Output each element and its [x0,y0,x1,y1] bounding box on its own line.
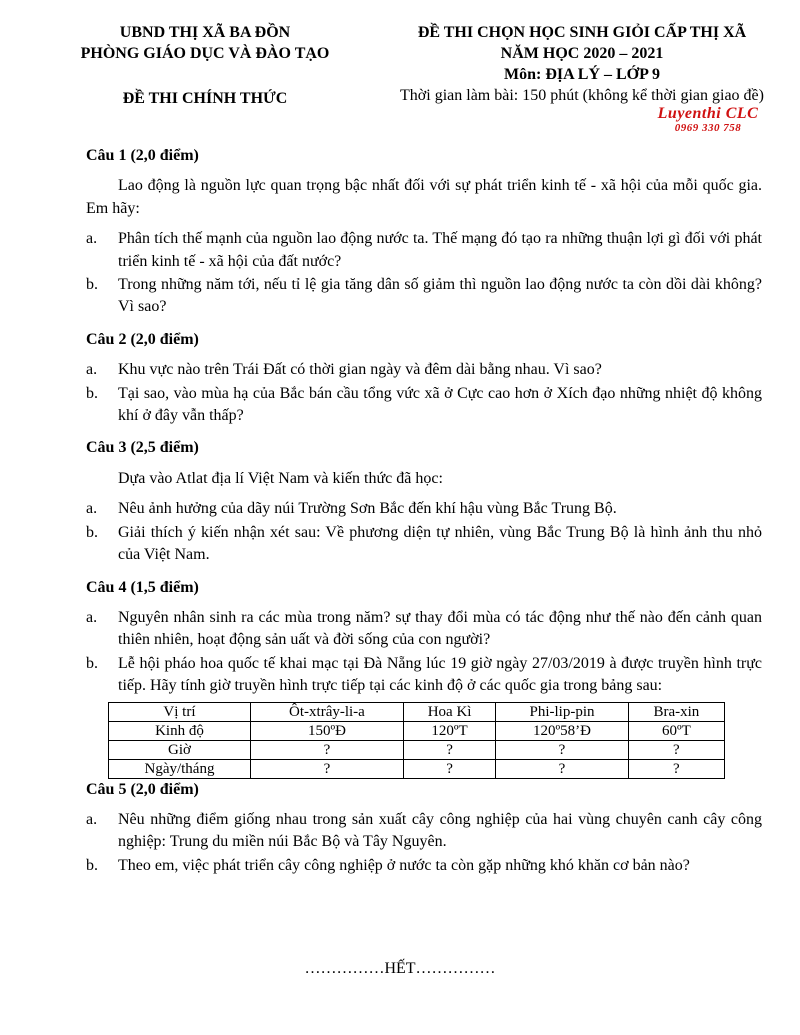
list-item [86,498,762,520]
table-cell: Bra-xin [628,702,724,721]
table-cell: ? [496,740,629,759]
item-label: a. [86,361,98,379]
table-row [109,702,725,721]
table-cell: 120º58’Đ [496,721,629,740]
question-4 [86,577,762,779]
table-cell: ? [628,759,724,778]
table-row [109,721,725,740]
item-text: Trong những năm tới, nếu tỉ lệ gia tăng dân số giảm thì nguồn lao động nước ta còn dồi dài không? Vì sao? [118,276,762,316]
question-title: Câu 3 (2,5 điểm) [86,439,199,457]
item-text: Nêu ảnh hưởng của dãy núi Trường Sơn Bắc đến khí hậu vùng Bắc Trung Bộ. [118,500,617,518]
authority-name: UBND THỊ XÃ BA ĐỒN [119,24,291,41]
question-items [86,228,762,319]
list-item [86,607,762,652]
item-text: Nguyên nhân sinh ra các mùa trong năm? sự thay đổi mùa có tác động như thế nào đến cảnh quan thiên nhiên, hoạt động sản uất và đời sống của con người? [118,608,762,649]
official-exam-label: ĐỀ THI CHÍNH THỨC [122,90,288,107]
table-cell: Giờ [109,740,251,759]
stamp-phone: 0969 330 758 [674,122,742,134]
table-row [109,759,725,778]
item-label: a. [86,500,98,518]
item-text: Phân tích thế mạnh của nguồn lao động nước ta. Thế mạng đó tạo ra những thuận lợi gì đối với phát triển kinh tế - xã hội của đất nước? [118,230,762,270]
item-label: b. [86,384,98,402]
question-title: Câu 5 (2,0 điểm) [86,780,199,798]
list-item [86,359,762,381]
table-cell: Ôt-xtrây-li-a [250,702,403,721]
item-label: a. [86,230,98,248]
item-label: b. [86,276,98,294]
end-of-exam: ……………HẾT…………… [304,960,496,977]
table-cell: 60ºT [628,721,724,740]
exam-content [86,145,762,887]
school-year: NĂM HỌC 2020 – 2021 [500,45,664,62]
table-cell: ? [250,740,403,759]
list-item [86,274,762,319]
table-cell: Hoa Kì [403,702,495,721]
item-text: Lễ hội pháo hoa quốc tế khai mạc tại Đà Nẵng lúc 19 giờ ngày 27/03/2019 à được truyền hình trực tiếp. Hãy tính giờ truyền hình trực tiếp tại các kinh độ ở các quốc gia trong bảng sau: [118,654,762,695]
question-5 [86,779,762,878]
item-label: a. [86,810,98,828]
table-cell: Vị trí [109,702,251,721]
question-intro: Dựa vào Atlat địa lí Việt Nam và kiến thức đã học: [118,469,443,487]
list-item [86,809,762,854]
list-item [86,228,762,273]
question-items [86,809,762,877]
time-allowed: Thời gian làm bài: 150 phút (không kể thời gian giao đề) [400,87,764,104]
item-text: Tại sao, vào mùa hạ của Bắc bán cầu tổng vức xã ở Cực cao hơn ở Xích đạo những nhiệt độ không khí ở đây vẫn thấp? [118,384,762,425]
item-label: b. [86,654,98,672]
watermark-stamp [628,105,788,134]
item-label: b. [86,523,98,541]
subject-grade: Môn: ĐỊA LÝ – LỚP 9 [503,66,660,83]
table-cell: 120ºT [403,721,495,740]
table-cell: Kinh độ [109,721,251,740]
question-title: Câu 4 (1,5 điểm) [86,578,199,596]
item-text: Giải thích ý kiến nhận xét sau: Về phương diện tự nhiên, vùng Bắc Trung Bộ là hình ảnh thu nhỏ của Việt Nam. [118,523,762,564]
question-3 [86,437,762,566]
stamp-brand: Luyenthi CLC [657,105,759,122]
question-title: Câu 1 (2,0 điểm) [86,147,199,164]
table-cell: 150ºĐ [250,721,403,740]
item-text: Theo em, việc phát triển cây công nghiệp ở nước ta còn gặp những khó khăn cơ bản nào? [118,856,690,874]
question-intro: Lao động là nguồn lực quan trọng bậc nhất đối với sự phát triển kinh tế - xã hội của mỗi quốc gia. Em hãy: [86,177,762,217]
question-title: Câu 2 (2,0 điểm) [86,330,199,348]
exam-title: ĐỀ THI CHỌN HỌC SINH GIỎI CẤP THỊ XÃ [417,24,747,41]
time-zone-table [108,702,725,779]
table-cell: ? [496,759,629,778]
list-item [86,653,762,698]
item-text: Khu vực nào trên Trái Đất có thời gian ngày và đêm dài bằng nhau. Vì sao? [118,361,602,379]
question-items [86,359,762,427]
table-cell: ? [403,759,495,778]
table-cell: Phi-lip-pin [496,702,629,721]
question-items [86,498,762,566]
list-item [86,522,762,567]
question-2 [86,329,762,428]
exam-header [40,22,780,134]
question-1 [86,145,762,319]
list-item [86,383,762,428]
table-cell: Ngày/tháng [109,759,251,778]
list-item [86,855,762,877]
table-cell: ? [403,740,495,759]
question-items [86,607,762,698]
table-row [109,740,725,759]
item-label: b. [86,856,98,874]
department-name: PHÒNG GIÁO DỤC VÀ ĐÀO TẠO [80,45,330,62]
table-cell: ? [250,759,403,778]
table-cell: ? [628,740,724,759]
item-text: Nêu những điểm giống nhau trong sản xuất cây công nghiệp của hai vùng chuyên canh cây công nghiệp: Trung du miền núi Bắc Bộ và Tây Nguyên. [118,810,762,851]
header-left [40,22,370,109]
header-right [382,22,782,106]
item-label: a. [86,608,98,626]
